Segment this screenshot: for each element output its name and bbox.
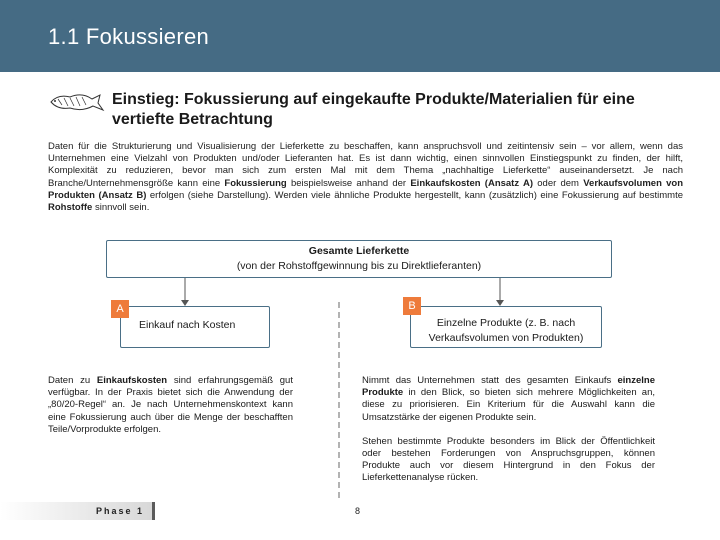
intro-bold-4: Rohstoffe bbox=[48, 202, 93, 214]
intro-bold-1: Fokussierung bbox=[224, 177, 287, 189]
intro-text-2: beispielsweise anhand der bbox=[286, 177, 411, 189]
right-text-1: Nimmt das Unternehmen statt des gesamten Einkaufs bbox=[362, 375, 618, 386]
supply-chain-subtitle: (von der Rohstoffgewinnung bis zu Direktlieferanten) bbox=[236, 260, 482, 272]
page-number: 8 bbox=[355, 506, 361, 516]
right-paragraph-2: Stehen bestimmte Produkte besonders im Blick der Öffentlichkeit oder bestehen Forderungen von Anspruchsgruppen, können Produkte auch vor diesem Hintergrund in den Fokus der Lieferkettenanalyse rücken. bbox=[362, 435, 655, 484]
supply-chain-title: Gesamte Lieferkette bbox=[308, 245, 410, 257]
header-bar bbox=[0, 0, 720, 72]
section-subtitle: Einstieg: Fokussierung auf eingekaufte Produkte/Materialien für eine vertiefte Betrachtung bbox=[112, 91, 635, 128]
intro-bold-3: Verkaufsvolumen von Produkten (Ansatz B) bbox=[48, 177, 684, 201]
right-bold-1: einzelne Produkte bbox=[362, 375, 655, 399]
intro-text-4: erfolgen (siehe Darstellung). Werden viele ähnliche Produkte hergestellt, kann (zusätzlich) eine Fokussierung auf bestimmte bbox=[146, 189, 683, 201]
intro-text-1: Daten für die Strukturierung und Visualisierung der Lieferkette zu beschaffen, kann anspruchsvoll und zeitintensiv sein – vor allem, wenn das Unternehmen eine Vielzahl von Produkten und/oder Lieferanten hat. Es ist dann wichtig, einen sinnvollen Einstiegspunkt zu finden, der hilft, Komplexität zu reduzieren, bevor man sich zum ersten Mal mit dem Thema „nachhaltige Lieferkette“ auseinandersetzt. Je nach Branche/Unternehmensgröße kann eine bbox=[48, 141, 683, 189]
approach-b-description bbox=[362, 375, 655, 497]
intro-text-5: sinnvoll sein. bbox=[92, 202, 150, 214]
approach-b-label-line1: Einzelne Produkte (z. B. nach bbox=[436, 317, 576, 329]
approach-a-box bbox=[120, 306, 270, 348]
left-text-2: sind erfahrungsgemäß gut verfügbar. In der Praxis bietet sich die Anwendung der „80/20-Regel“ an. Je nach Unternehmenskontext kann eine Fokussierung auch über die Menge der beschafften Teile/Vorprodukte erfolgen. bbox=[48, 375, 293, 435]
phase-label: Phase 1 bbox=[0, 502, 155, 520]
right-paragraph-1 bbox=[362, 375, 655, 424]
approach-a-description bbox=[48, 375, 293, 436]
page-title: 1.1 Fokussieren bbox=[48, 24, 210, 49]
approach-b-box bbox=[410, 306, 602, 348]
left-bold-1: Einkaufskosten bbox=[96, 375, 168, 386]
approach-a-label: Einkauf nach Kosten bbox=[139, 319, 236, 331]
supply-chain-box bbox=[106, 240, 612, 278]
approach-a-badge: A bbox=[111, 300, 129, 318]
column-divider bbox=[338, 302, 340, 498]
intro-text-3: oder dem bbox=[533, 177, 584, 189]
approach-b-label-line2: Verkaufsvolumen von Produkten) bbox=[428, 332, 584, 344]
right-text-2: in den Blick, so bieten sich mehrere Möglichkeiten an, diese zu priorisieren. Ein Kriterium für die Auswahl kann die Umsatzstärke der eigenen Produkte sein. bbox=[362, 387, 655, 423]
intro-paragraph bbox=[48, 141, 683, 214]
left-text-1: Daten zu bbox=[48, 375, 97, 386]
approach-b-badge: B bbox=[403, 297, 421, 315]
fish-icon bbox=[48, 88, 106, 118]
intro-bold-2: Einkaufskosten (Ansatz A) bbox=[410, 177, 534, 189]
